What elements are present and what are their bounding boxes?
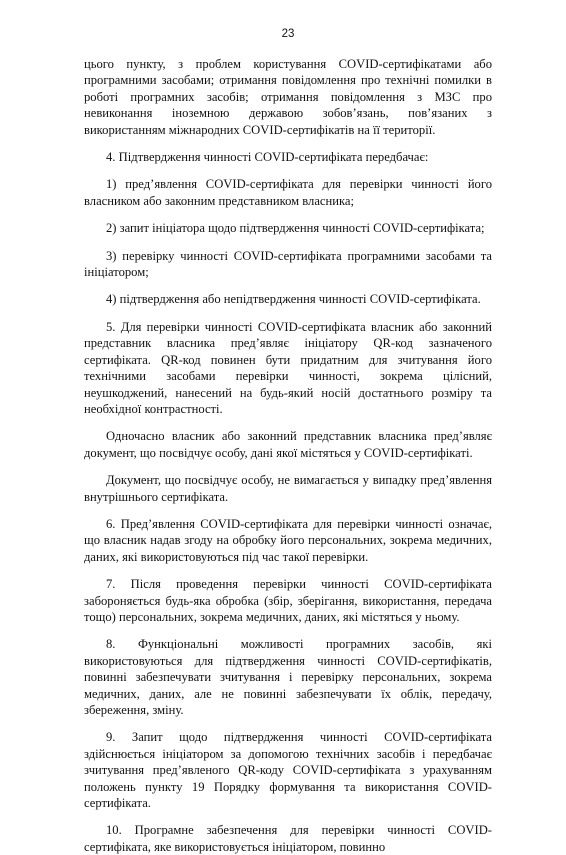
paragraph-item-7: 7. Після проведення перевірки чинності COVID-сертифіката забороняється будь-яка обробка (збір, зберігання, використання, передача тощо) персональних, зокрема медичних, даних, які містяться у ньому. xyxy=(84,577,492,624)
page-number: 23 xyxy=(281,28,295,40)
paragraph-item-10: 10. Програмне забезпечення для перевірки чинності COVID-сертифіката, яке використовується ініціатором, повинно xyxy=(84,823,492,854)
paragraph-item-6: 6. Пред’явлення COVID-сертифіката для перевірки чинності означає, що власник надав згоду на обробку його персональних, зокрема медичних, даних, які використовуються під час такої перевірки. xyxy=(84,516,492,564)
paragraph-item-5-continued: Одночасно власник або законний представник власника пред’являє документ, що посвідчує особу, дані якої містяться у COVID-сертифікаті. xyxy=(84,429,492,460)
paragraph-item-5-exception: Документ, що посвідчує особу, не вимагається у випадку пред’явлення внутрішнього сертифіката. xyxy=(84,473,492,504)
paragraph-item-4: 4. Підтвердження чинності COVID-сертифіката передбачає: xyxy=(106,150,429,165)
paragraph-item-9: 9. Запит щодо підтвердження чинності COVID-сертифіката здійснюється ініціатором за допомогою технічних засобів і передбачає зчитування пред’явленого QR-коду COVID-сертифіката з урахуванням положень пункту 19 Порядку формування та використання COVID-сертифіката. xyxy=(84,730,492,811)
paragraph-subitem-3: 3) перевірку чинності COVID-сертифіката програмними засобами та ініціатором; xyxy=(84,248,492,280)
paragraph-continuation: цього пункту, з проблем користування COVID-сертифікатами або програмними засобами; отримання повідомлення про технічні помилки в роботі програмних засобів; отримання повідомлення з МЗС про невиконання іноземною державою зобов’язань, пов’язаних з використанням міжнародних COVID-сертифікатів на її території. xyxy=(84,57,492,137)
paragraph-subitem-4: 4) підтвердження або непідтвердження чинності COVID-сертифіката. xyxy=(106,292,481,307)
paragraph-item-8: 8. Функціональні можливості програмних засобів, які використовуються для підтвердження чинності COVID-сертифікатів, повинні забезпечувати зчитування і перевірку персональних, зокрема медичних, даних, але не повинні забезпечувати їх облік, передачу, збереження, зміну. xyxy=(84,637,492,717)
paragraph-subitem-2: 2) запит ініціатора щодо підтвердження чинності COVID-сертифіката; xyxy=(106,221,485,236)
paragraph-subitem-1: 1) пред’явлення COVID-сертифіката для перевірки чинності його власником або законним представником власника; xyxy=(84,177,492,208)
paragraph-item-5: 5. Для перевірки чинності COVID-сертифіката власник або законний представник власника пред’являє ініціатору QR-код зазначеного сертифіката. QR-код повинен бути придатним для зчитування його технічними засобами перевірки чинності, зокрема цілісний, неушкоджений, нанесений на будь-який носій достатнього розміру та необхідної контрастності. xyxy=(84,319,492,416)
